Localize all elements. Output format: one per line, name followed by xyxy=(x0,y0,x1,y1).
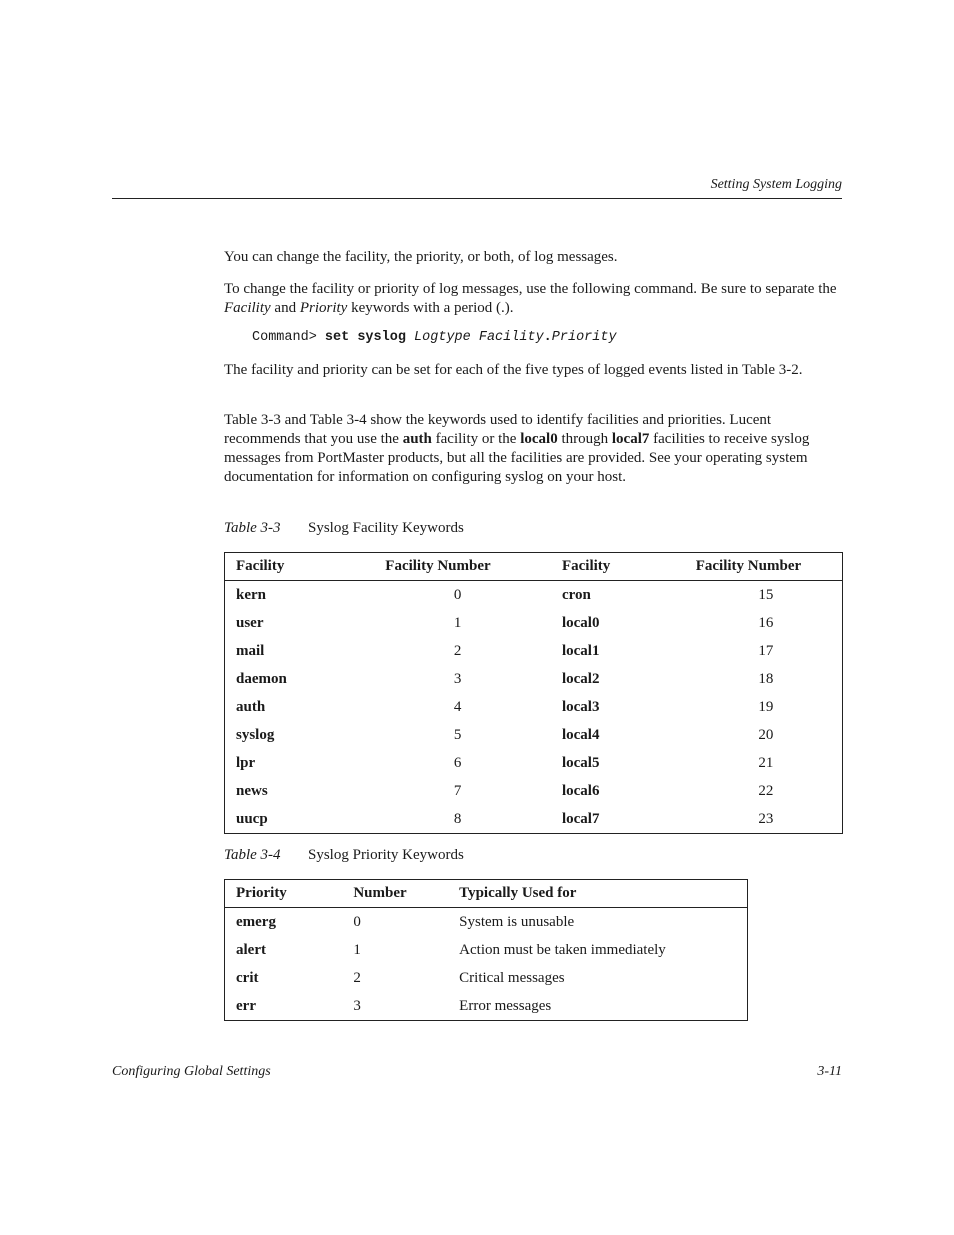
facility-keyword-cell: local4 xyxy=(561,726,600,743)
facility-keyword-cell: mail xyxy=(236,642,265,659)
priority-keyword-cell: crit xyxy=(236,969,259,986)
facility-keyword-cell: user xyxy=(236,614,264,631)
keyword-local0: local0 xyxy=(520,431,558,447)
facility-number-cell: 19 xyxy=(758,698,774,715)
facility-number-cell: 6 xyxy=(453,754,462,771)
column-header: Facility Number xyxy=(364,553,551,581)
facility-keyword-cell: local5 xyxy=(561,754,600,771)
keyword-auth: auth xyxy=(402,431,432,447)
column-header: Number xyxy=(342,880,448,908)
table-row xyxy=(225,936,748,964)
facility-number-cell: 18 xyxy=(758,670,774,687)
facility-keyword-cell: news xyxy=(236,782,268,799)
table-row xyxy=(225,964,748,992)
column-header: Priority xyxy=(225,880,343,908)
facility-number-cell: 17 xyxy=(758,642,774,659)
caption-title: Syslog Facility Keywords xyxy=(308,520,464,536)
table-row xyxy=(225,777,843,805)
facility-keyword-cell: syslog xyxy=(236,726,275,743)
column-header: Facility xyxy=(225,553,365,581)
facility-keyword-cell: local6 xyxy=(561,782,600,799)
column-header: Typically Used for xyxy=(448,880,747,908)
facility-keyword-cell: local1 xyxy=(561,642,600,659)
priority-term: Priority xyxy=(299,300,348,316)
command-dot: . xyxy=(543,330,552,345)
paragraph-text: facility or the xyxy=(431,431,521,447)
priority-keyword-cell: err xyxy=(236,997,256,1014)
priority-number-cell: 2 xyxy=(353,969,361,986)
caption-title: Syslog Priority Keywords xyxy=(308,847,464,863)
facility-keyword-cell: local7 xyxy=(561,810,600,827)
table-3-3-caption xyxy=(224,520,464,537)
facility-number-cell: 20 xyxy=(758,726,774,743)
caption-number: Table 3-4 xyxy=(224,847,281,863)
facility-number-cell: 3 xyxy=(453,670,462,687)
facility-keyword-cell: local3 xyxy=(561,698,600,715)
facility-number-cell: 0 xyxy=(453,586,462,603)
footer-chapter-title: Configuring Global Settings xyxy=(112,1064,271,1079)
facility-number-cell: 4 xyxy=(453,698,462,715)
facility-keyword-cell: uucp xyxy=(236,810,268,827)
table-row xyxy=(225,581,843,610)
command-space xyxy=(406,330,414,345)
paragraph-text: through xyxy=(557,431,612,447)
table-row xyxy=(225,693,843,721)
paragraph-intro: You can change the facility, the priority, or both, of log messages. xyxy=(224,249,618,265)
command-example xyxy=(252,330,617,345)
facility-keyword-cell: lpr xyxy=(236,754,256,771)
priority-keyword-cell: alert xyxy=(236,941,266,958)
priority-usage-cell: System is unusable xyxy=(459,913,575,930)
table-row xyxy=(225,609,843,637)
paragraph-command-intro xyxy=(224,280,844,318)
facility-number-cell: 1 xyxy=(453,614,462,631)
priority-usage-cell: Critical messages xyxy=(459,969,565,986)
priority-usage-cell: Error messages xyxy=(459,997,552,1014)
priority-number-cell: 1 xyxy=(353,941,361,958)
table-header-row xyxy=(225,553,843,581)
facility-number-cell: 16 xyxy=(758,614,774,631)
table-header-row xyxy=(225,880,748,908)
table-row xyxy=(225,665,843,693)
command-argument: Priority xyxy=(551,330,617,345)
caption-number: Table 3-3 xyxy=(224,520,281,536)
facility-keyword-cell: kern xyxy=(236,586,266,603)
paragraph-text: facilities to receive syslog messages from PortMaster products, but all the facilities are provided. See your operating system documentation for information on configuring syslog on your host. xyxy=(224,431,810,485)
running-header: Setting System Logging xyxy=(710,177,842,192)
table-row xyxy=(225,908,748,937)
paragraph-text: and xyxy=(270,300,300,316)
facility-term: Facility xyxy=(224,300,271,316)
command-keyword: set syslog xyxy=(324,330,406,345)
facility-keyword-cell: auth xyxy=(236,698,266,715)
facility-number-cell: 8 xyxy=(453,810,462,827)
table-row xyxy=(225,749,843,777)
paragraph-text: To change the facility or priority of log messages, use the following command. Be sure to separate the xyxy=(224,281,837,297)
facility-keyword-cell: cron xyxy=(561,586,591,603)
table-row xyxy=(225,992,748,1021)
facility-number-cell: 22 xyxy=(758,782,774,799)
facility-number-cell: 2 xyxy=(453,642,462,659)
priority-number-cell: 3 xyxy=(353,997,361,1014)
facility-keyword-cell: local2 xyxy=(561,670,600,687)
facility-number-cell: 7 xyxy=(453,782,462,799)
keyword-local7: local7 xyxy=(611,431,650,447)
priority-usage-cell: Action must be taken immediately xyxy=(459,941,666,958)
command-argument: Logtype Facility xyxy=(414,330,544,345)
table-row xyxy=(225,637,843,665)
facility-keyword-cell: daemon xyxy=(236,670,287,687)
table-row xyxy=(225,721,843,749)
priority-keyword-cell: emerg xyxy=(236,913,276,930)
facility-number-cell: 5 xyxy=(453,726,462,743)
column-header: Facility xyxy=(551,553,690,581)
facility-number-cell: 23 xyxy=(758,810,774,827)
table-row xyxy=(225,805,843,834)
paragraph-text: keywords with a period (.). xyxy=(347,300,514,316)
column-header: Facility Number xyxy=(690,553,843,581)
table-3-4-caption xyxy=(224,847,464,864)
priority-number-cell: 0 xyxy=(353,913,361,930)
page-number: 3-11 xyxy=(817,1064,842,1079)
paragraph-event-types: The facility and priority can be set for each of the five types of logged events listed in Table 3-2. xyxy=(224,362,803,378)
facility-number-cell: 21 xyxy=(758,754,774,771)
facility-keyword-cell: local0 xyxy=(561,614,600,631)
facility-number-cell: 15 xyxy=(758,586,774,603)
paragraph-keywords xyxy=(224,411,844,487)
header-rule xyxy=(112,198,842,199)
command-prompt: Command> xyxy=(252,330,325,345)
facility-keywords-table xyxy=(224,552,843,834)
paragraph-text: Table 3-3 and Table 3-4 show the keywords used to identify facilities and priorities. Lucent recommends that you use the xyxy=(224,412,772,447)
priority-keywords-table xyxy=(224,879,748,1021)
